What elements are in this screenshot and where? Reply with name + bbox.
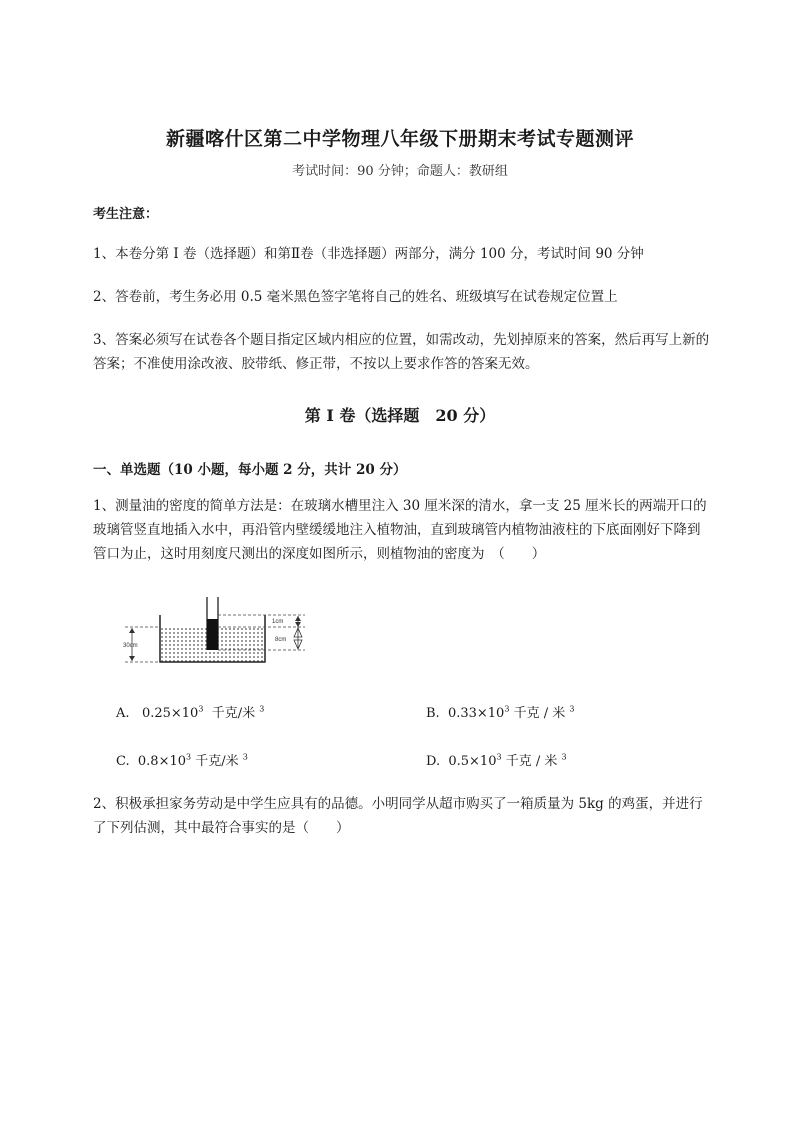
option-d[interactable]: D. $0.5\times 10^3$ 千克 / 米 $^3$ <box>426 752 567 769</box>
figure-label-left: 30cm <box>123 643 138 649</box>
figure-label-right: 8cm <box>275 637 287 643</box>
option-a[interactable]: A. $0.25\times 10^3$ 千克/米 $^3$ <box>116 704 265 721</box>
page-title: 新疆喀什区第二中学物理八年级下册期末考试专题测评 <box>165 128 634 150</box>
option-c[interactable]: C. $0.8\times 10^3$ 千克/米 $^3$ <box>116 752 248 769</box>
option-b[interactable]: B. $0.33\times 10^3$ 千克 / 米 $^3$ <box>426 704 575 721</box>
oil-column <box>207 619 218 650</box>
notice-item-1: 1、本卷分第 I 卷（选择题）和第Ⅱ卷（非选择题）两部分，满分 100 分，考试时间 90 分钟 <box>93 246 644 262</box>
part-heading: 一、单选题（10 小题，每小题 2 分，共计 20 分） <box>93 462 407 478</box>
figure-label-top: 1cm <box>272 619 284 625</box>
question-1-text: 1、测量油的密度的简单方法是：在玻璃水槽里注入 30 厘米深的清水，拿一支 25 厘米长的两端开口的玻璃管竖直地插入水中，再沿管内壁缓缓地注入植物油，直到玻璃管内植物油液柱的下底面刚好下降到管口为止，这时用刻度尺测出的深度如图所示，则植物油的密度为 （ ） <box>93 498 707 562</box>
question-1-figure <box>120 595 330 674</box>
notice-item-2: 2、答卷前，考生务必用 0.5 毫米黑色签字笔将自己的姓名、班级填写在试卷规定位置上 <box>93 289 618 305</box>
section-title: 第 I 卷（选择题 20 分） <box>304 406 496 425</box>
notice-item-3: 3、答案必须写在试卷各个题目指定区域内相应的位置，如需改动，先划掉原来的答案，然后再写上新的答案；不准使用涂改液、胶带纸、修正带，不按以上要求作答的答案无效。 <box>93 332 710 372</box>
exam-info: 考试时间：90 分钟；命题人：教研组 <box>292 164 508 179</box>
question-2-text: 2、积极承担家务劳动是中学生应具有的品德。小明同学从超市购买了一箱质量为 5kg 的鸡蛋，并进行了下列估测，其中最符合事实的是（ ） <box>93 796 703 836</box>
notice-heading: 考生注意： <box>93 207 159 222</box>
tank-diagram <box>120 595 330 670</box>
